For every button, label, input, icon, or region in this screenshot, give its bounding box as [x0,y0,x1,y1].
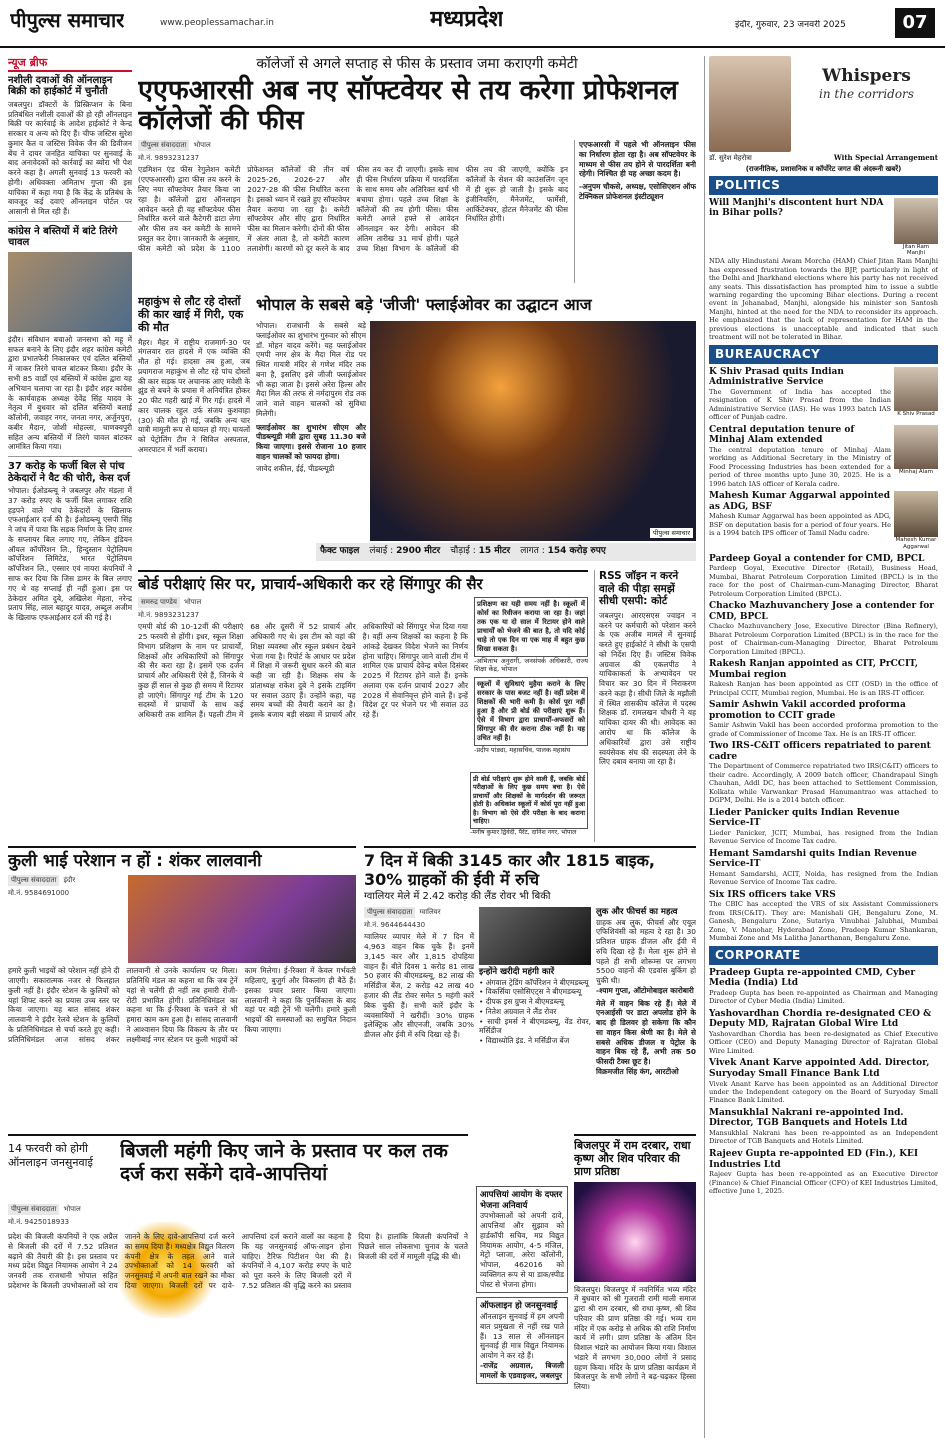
brief-text: भोपाल। ईओडब्ल्यू ने जबलपुर और मंडला में 37 करोड़ रुपए के फर्जी बिल लगाकर राशि हड़पने वाले पांच ठेकेदारों के खिलाफ एफआईआर दर्ज की है। ईओडब्ल्यू एसपी सिंह ने जांच में पाया कि सड़क निर्माण के लिए डामर के सप्लायर बिल लगाए गए, लेकिन इंडियन ऑयल कॉर्पोरेशन लि., हिन्दुस्तान पेट्रोलियम कॉर्पोरेशन लिमिटेड, भारत पेट्रोलियम कॉर्पोरेशन लि., एस्सार एवं नायरा कंपनियों ने साफ कर दिया कि जिस डामर के बिल लगाए गए थे वह सप्लाई ही नहीं हुआ। इस पर ठेकेदार अमित दुबे, अखिलेश मेहता, नरेन्द्र प्रताप सिंह, लाल बहादुर यादव, अब्दुल अजीम के खिलाफ एफआईआर दर्ज की गई है। [8,486,132,623]
coolie-story [8,846,356,1130]
list-item: • नितेश अग्रवाल ने लैंड रोवर [479,1006,557,1016]
bureaucracy-item-text: Pardeep Goyal, Executive Director (Retail), Business Head, Mumbai, Bharat Petroleum Corporation Limited (BPCL) is in the race for the post of Chairman-cum-Managing Director, Bharat Petroleum Corporation Limited (BPCL). [709,564,938,598]
corporate-item-title: Vivek Anant Karve appointed Add. Director, Suryoday Small Finance Bank Ltd [709,1058,930,1079]
list-item: • अंगवाल ट्रेडिंग कॉर्पोरेशन ने बीएमडब्ल्यू [479,977,589,987]
cars-list-title: इन्होंने खरीदी महंगी कारें [479,966,555,977]
brief-item [8,461,132,623]
board-quote-2: स्कूलों में सुविधाएं मुहैया कराने के लिए सरकार के पास बजट नहीं है। वहीं प्रदेश में शिक्षकों की भारी कमी है। कोर्स पूरा नहीं हुआ है और प्री बोर्ड की परीक्षाएं शुरू हैं। ऐसे में विभाग द्वारा प्राचार्यों-अफसरों को सिंगापुर की सैर कराना ठीक नहीं है। यह उचित नहीं है। [474,677,588,746]
section-politics: POLITICS [709,176,938,195]
flyover-photo [370,321,696,541]
masthead [0,0,945,48]
flyover-fact-box [316,543,696,561]
manjhi-photo [894,198,938,244]
bureaucracy-item-text: Samir Ashwin Vakil has been accorded proforma promotion to the grade of Commissioner of Income Tax. He is an IRS-IT officer. [709,721,938,738]
list-item: • विकर्सिया एसोसिएट्स ने बीएमडब्ल्यू [479,987,582,997]
lead-headline: एएफआरसी अब नए सॉफ्टवेयर से तय करेगा प्रोफेशनल कॉलेजों की फीस [138,74,678,136]
dateline: इंदौर, गुरुवार, 23 जनवरी 2025 [735,20,846,30]
hearing-byline: पीपुल्स संवाददाता भोपाल [8,1204,112,1215]
car-photo [479,907,591,965]
hearing-box-text: उपभोक्ताओं को अपनी दावे, आपत्तियां और सुझाव को हार्डकॉपी सचिव, मप्र विद्युत नियामक आयोग, 4-5 मंजिल, मेट्रो प्लाजा, अरेरा कॉलोनी, भोपाल, 462016 को व्यक्तिगत रूप से या डाक/स्पीड पोस्ट से भेजना होगा। [480,1211,564,1289]
bureaucracy-item-text: The Government of India has accepted the resignation of K Shiv Prasad from the Indian Administrative Service (IAS). He was 1993 batch IAS officer of Punjab cadre. [709,387,891,422]
bureaucracy-item-text: Hemant Samdarshi, ACIT, Noida, has resigned from the Indian Revenue Service of Income Tax cadre. [709,869,938,887]
hearing-box [476,1186,568,1293]
coolie-headline: कुली भाई परेशान न हों : शंकर लालवानी [8,851,262,871]
photo-caption: Jitan Ram Manjhi [902,243,930,257]
mahesh-aggarwal-photo [894,491,938,537]
flyover-photo-caption: फ्लाईओवर का शुभारंभ सीएम और पीडब्ल्यूडी मंत्री द्वारा सुबह 11.30 बजे किया जाएगा। इससे रोजाना 10 हजार वाहन चालकों को फायदा होगा। [256,422,366,461]
hearing-byline-block [8,1204,112,1230]
cars-mobile: मो.नं. 9644644430 [364,920,426,929]
lead-kicker: कॉलेजों से अगले सप्ताह से फीस के प्रस्ताव जमा कराएगी कमेटी [256,56,578,72]
hearing-box2-title: ऑफलाइन हो जनसुनवाई [480,1301,558,1312]
corporate-item-title: Rajeev Gupta re-appointed ED (Fin.), KEI Industries Ltd [709,1148,919,1170]
bureaucracy-item-title: Six IRS officers take VRS [709,889,836,900]
coolie-meeting-photo [128,875,356,963]
bureaucracy-item-text: The Department of Commerce repatriated two IRS(C&IT) officers to their cadre. Accordingly, A 2009 batch officer, Chandrapaul Singh Chauhan, Addl DC, has been attached to Settlement Commission, Kolkata while Varwankar Prasad Hanumantrao was attached to DGPM, Delhi. He is a 2014 batch officer. [709,762,938,805]
flyover-body: भोपाल। राजधानी के सबसे बड़े फ्लाईओवर का शुभारंभ गुरुवार को सीएम डॉ. मोहन यादव करेंगे। यह फ्लाईओवर एमपी नगर क्षेत्र के मैदा मिल रोड पर स्थित गायत्री मंदिर से गणेश मंदिर तक बना है, इसलिए इसे जीजी फ्लाईओवर भी कहा जाता है। इससे अरेरा हिल्स और मैदा मिल की तरफ से नर्मदापुरम रोड तक जाने वाले वाहन चालकों को सुविधा मिलेगी। [256,321,366,418]
accident-story [138,295,250,565]
author-photo [709,56,791,152]
accident-headline: महाकुंभ से लौट रहे दोस्तों की कार खाई में गिरी, एक की मौत [138,295,244,335]
rally-photo [8,252,132,332]
hearing-box2-by: -राजेंद्र अग्रवाल, बिजली मामलों के एडवाइजर, जबलपुर [480,1360,564,1380]
corporate-item-text: Yashovardhan Chordia has been re-designated as Chief Executive Officer (CEO) and Deputy Managing Director of Rajratan Global Wire Limited. [709,1029,938,1055]
bureaucracy-item-title: Central deputation tenure of Minhaj Alam extended [709,424,855,446]
corporate-item-text: Mansukhlal Nakrani has been re-appointed as an Independent Director of TGB Banquets and Hotels Limited. [709,1129,938,1146]
brief-item [8,226,132,452]
politics-item-text: NDA ally Hindustani Awam Morcha (HAM) Chief Jitan Ram Manjhi has expressed frustration towards the BJP, particularly in light of the Delhi and Jharkhand elections where his party has not received any seats. This dissatisfaction has prompted him to issue a subtle warning regarding the upcoming Bihar elections. During a recent event in Jehanabad, Manjhi, alongside his minister son Santosh Manjhi, hinted at the need for the NDA to reconsider its approach. He emphasized that the lack of representation for HAM in the previous elections is unacceptable and indicated that such treatment will not be tolerated in Bihar. [709,257,938,342]
rss-story [594,570,696,842]
lead-quote-by: -अनुपम चौकसे, अध्यक्ष, एसोसिएशन ऑफ टेक्निकल प्रोफेशनल इंस्टीट्यूशन [579,182,696,201]
hearing-headline: बिजली महंगी किए जाने के प्रस्ताव पर कल तक दर्ज करा सकेंगे दावे-आपत्तियां [120,1140,448,1185]
fact-length: लंबाई : 2900 मीटर [369,546,441,557]
temple-photo [574,1182,696,1282]
temple-story [574,1134,696,1438]
cars-note-by: विक्रमजीत सिंह कंग, आरटीओ [596,1066,679,1076]
corporate-item-title: Pradeep Gupta re-appointed CMD, Cyber Media (India) Ltd [709,967,916,989]
bureaucracy-item-title: Lieder Panicker quits Indian Revenue Service-IT [709,807,900,829]
electricity-hearing-story [8,1134,468,1438]
cars-body: ग्वालियर व्यापार मेले में 7 दिन में 4,963 वाहन बिक चुके हैं। इनमें 3,145 कार और 1,815 दोपहिया वाहन हैं। बीते दिवस 1 करोड़ 81 लाख 50 हजार की बीएमडब्ल्यू, 82 लाख की मर्सिडीज बेंज, 2 करोड़ 42 लाख 40 हजार की लैंड रोवर समेत 5 महंगी कारें बिक चुकी हैं। सभी कारें इंदौर के व्यवसायियों ने खरीदीं। 30% ग्राहक इलेक्ट्रिक और सीएनजी, जबकि 30% डीजल और ईवी में रुचि दिखा रहे हैं। [364,932,474,1040]
board-quote-3-text: प्री बोर्ड परीक्षाएं शुरू होने वाली हैं, जबकि बोर्ड परीक्षाओं के लिए कुछ समय बचा है। ऐसे प्राचार्यों और शिक्षकों के मार्गदर्शन की जरूरत होती है। अधिकांश स्कूलों में कोर्स पूरा नहीं हुआ है। विभाग को ऐसे दौरे परीक्षा के बाद कराना चाहिए। [470,772,588,829]
bureaucracy-item-title: Mahesh Kumar Aggarwal appointed as ADG, BSF [709,491,891,512]
fact-cost: लागत : 154 करोड़ रुपए [520,546,606,557]
temple-headline: बिजलपुर में राम दरबार, राधा कृष्ण और शिव परिवार की प्राण प्रतिष्ठा [574,1139,691,1179]
hearing-box2-text: ऑनलाइन सुनवाई में हम अपनी बात प्रमुखता से नहीं रख पाते हैं। 13 साल से ऑनलाइन सुनवाई ही मात्र विद्युत नियामक आयोग ने कर रहे हैं। [480,1312,564,1361]
board-headline: बोर्ड परीक्षाएं सिर पर, प्राचार्य-अधिकारी कर रहे सिंगापुर की सैर [138,575,483,593]
whispers-column [704,56,938,1438]
brief-label: न्यूज ब्रीफ [8,56,132,72]
lead-byline: पीपुल्स संवाददाता भोपाल [138,140,568,151]
board-quote-3-by: -मनीष कुमार द्विवेदी, पैरेंट, दानिश नगर, भोपाल [470,828,577,836]
board-quote-3-panel [470,772,588,840]
list-item: • विद्याध्योति इंड. ने मर्सिडीज बेंज [479,1036,570,1046]
corporate-item-text: Vivek Anant Karve has been appointed as an Additional Director under the Independent category on the Board of Suryoday Small Finance Bank Limited. [709,1079,938,1105]
brief-title: 37 करोड़ के फर्जी बिल से पांच ठेकेदारों ने वैट की चोरी, केस दर्ज [8,461,130,484]
section-corporate: CORPORATE [709,946,938,965]
hearing-mobile: मो.नं. 9425018933 [8,1217,70,1226]
cars-byline: पीपुल्स संवाददाता ग्वालियर [364,907,474,918]
bureaucracy-item-title: Rakesh Ranjan appointed as CIT, PrCCIT, Mumbai region [709,659,919,680]
bureaucracy-item-title: Two IRS-C&IT officers repatriated to parent cadre [709,741,931,762]
hearing-box-2 [476,1297,568,1384]
whispers-logo: Whispers [822,66,911,86]
board-quote-2-by: -प्रदीप पांड्या, महासचिव, पालक महासंघ [474,745,571,754]
brief-text: जबलपुर। डॉक्टरों के प्रिस्क्रिप्शन के बिना प्रतिबंधित नशीली दवाओं की हो रही ऑनलाइन बिक्री पर कार्रवाई के आदेश हाईकोर्ट ने केन्द्र सरकार व अन्य को दिए हैं। चीफ जस्टिस सुरेश कुमार कैत व जस्टिस विवेक जैन की डिवीजन बेंच ने दायर जनहित याचिका पर सुनवाई के बाद अनावेदकों को कार्रवाई का ब्योरा भी पेश करने कहा है। अगली सुनवाई 13 फरवरी को होगी। अधिवक्ता अमिताभ गुप्ता की इस याचिका में कहा गया है कि केंद्र के प्रतिबंध के बावजूद कई दवाएं ऑनलाइन पोर्टल पर आसानी से मिल रही हैं। [8,99,132,217]
list-item: • दीपक इस ग्रुप्स ने बीएमडब्ल्यू [479,997,564,1007]
cars-note: मेले में वाहन बिक रहे हैं। मेले में एनआईसी पर डाटा अपलोड होने के बाद ही डिलवर हो सकेगा कि कौन सा वाहन किस श्रेणी का है। मेले से सबसे अधिक डीजल व पेट्रोल के वाहन बिक रहे हैं, अभी तक 50 फीसदी टैक्स छूट है। [596,998,696,1067]
board-quote-1: प्रशिक्षण का यही समय नहीं है। स्कूलों में कोर्स का रिवीजन कराया जा रहा है। जहां तक एक या दो साल में रिटायर होने वाले प्राचार्यों को भेजने की बात है, तो यदि कोई चाहे तो एक दिन या एक माह में बहुत कुछ सिखा सकता है। [474,597,588,657]
cars-luck-text: ग्राहक अब लुक, फीचर्स और एयूल एफिशियंसी को महत्व दे रहा है। 30 प्रतिशत ग्राहक डीजल और ईवी में रुचि दिखा रहे हैं। मेला शुरू होने से पहले ही सभी शोरूम्स पर लगभग 5500 वाहनों की एडवांस बुकिंग हो चुकी थी। [596,917,696,986]
fact-box-title: फैक्ट फाइल [320,546,360,557]
bureaucracy-item-title: Samir Ashwin Vakil accorded proforma promotion to CCIT grade [709,700,906,721]
rss-body: जबलपुर। आरएसएस ज्वाइन न करने पर कर्मचारी को परेशान करने के एक अजीब मामले में सुनवाई करते हुए हाईकोर्ट ने सीधी के एसपी को निर्देश दिए हैं। जस्टिस विवेक अग्रवाल की एकलपीठ ने याचिकाकर्ता के अभ्यावेदन पर विचार कर 30 दिन में निराकरण करने कहा है। सीधी जिले के मझौली में स्थित शासकीय कॉलेज में पदस्थ शिक्षक डॉ. रामलखन चौधरी ने यह याचिका दायर की थी। आवेदक का आरोप था कि कॉलेज के अधिकारियों द्वारा उसे राष्ट्रीय स्वयंसेवक संघ की सदस्यता लेने के लिए दबाव बनाया जा रहा है। [599,610,696,767]
board-quote-1-by: -अभिताभ अनुरागी, जनसंपर्क अधिकारी, राज्य शिक्षा केंद्र, भोपाल [474,656,588,674]
accident-body: मैहर। मैहर में राष्ट्रीय राजमार्ग-30 पर मंगलवार रात हादसे में एक व्यक्ति की मौत हो गई। हादसा तब हुआ, जब प्रयागराज महाकुंभ से लौट रहे पांच दोस्तों की कार सड़क पर अचानक आए मवेशी के झुंड से बचने के प्रयास में अनियंत्रित होकर 20 फीट गहरी खाई में गिर गई। हादसे में कार चालक रहुल उर्फ संजय कुशवाहा (30) की मौत हो गई, जबकि अन्य चार यात्री मामूली रूप से घायल हो गए। घायलों को पेट्रोलिंग टीम ने सिविल अस्पताल, अमरपाटन में भर्ती कराया। [138,337,250,454]
lead-quote-box [574,140,696,284]
cars-list [479,978,591,1046]
coolie-body: हमारे कुली भाइयों को परेशान नहीं होने दी जाएगी। सकारात्मक नजर से फिलहाल कुली नहीं है। इंदौर स्टेशन के कुलियों को यहां शिफ्ट करने का प्रयास उच्च स्तर पर किया जाएगा। यह बात सांसद शंकर लालवानी ने इंदौर रेलवे स्टेशन के कुलियों के प्रतिनिधिमंडल से चर्चा करते हुए कही। प्रतिनिधिमंडल आज सांसद शंकर लालवानी से उनके कार्यालय पर मिला। प्रतिनिधि मंडल का कहना था कि जब ट्रेनें यहां से चलेंगी ही नहीं तब हमारी रोजी-रोटी प्रभावित होगी। प्रतिनिधिमंडल का कहना था कि ई-रिक्शा के चलने से भी हमारा काम कम हुआ है। सांसद लालवानी ने आश्वासन दिया कि विकल्प के तौर पर लक्ष्मीबाई नगर स्टेशन पर कुली भाइयों को काम मिलेगा। ई-रिक्शा में केवल गर्भवती महिलाएं, बुजुर्ग और विकलांग ही बैठें हैं। इसका प्रचार प्रसार किया जाएगा। लालवानी ने कहा कि पुनर्विकास के बाद यहां पर बड़ी ट्रेनें भी चलेंगी। हमारे कुली भाइयों की समस्याओं का समुचित निदान किया जाएगा। [8,966,356,1044]
bureaucracy-item-text: Rakesh Ranjan has been appointed as CIT (OSD) in the office of Principal CCIT, Mumbai region, Mumbai. He is an IRS-IT officer. [709,680,938,697]
brand-logo: पीपुल्स समाचार [10,8,125,32]
brief-item [8,75,132,217]
bureaucracy-item-title: Chacko Mazhuvanchery Jose a contender for CMD, BPCL [709,601,934,622]
hearing-body: प्रदेश की बिजली कंपनियों ने एक अप्रैल से बिजली की दरों में 7.52 प्रतिशत बढ़ाने की तैयारी की है। इस प्रस्ताव पर मध्य प्रदेश विद्युत नियामक आयोग ने 24 जनवरी तक राजधानी भोपाल सहित प्रदेशभर के बिजली उपभोक्ताओं को राय जानने के लिए दावे-आपत्तियां दर्ज करने का समय दिया है। मध्यक्षेत्र विद्युत वितरण कंपनी क्षेत्र के तहत आने वाले उपभोक्ताओं को 14 फरवरी को जनसुनवाई में अपनी बात रखने का मौका दिया जाएगा। बिजली दरों पर दावे-आपत्तियां दर्ज कराने वालों का कहना है कि यह जनसुनवाई ऑफ-लाइन होना चाहिए। टैरिफ पिटीशन पेश की है। कंपनियों ने 4,107 करोड़ रुपए के घाटे को पूरा करने के लिए बिजली दरों में 7.52 प्रतिशत की वृद्धि करने का प्रस्ताव दिया है। हालांकि बिजली कंपनियों ने पिछले साल लोकसभा चुनाव के चलते बिजली की दरों में मामूली वृद्धि की थी। [8,1232,468,1290]
lead-story [138,56,696,292]
section-title: मध्यप्रदेश [430,7,504,32]
whispers-author: डॉ. सुरेश मेहरोत्रा [709,154,752,162]
brief-title: कांग्रेस ने बस्तियों में बांटे तिरंगे चावल [8,225,118,249]
lead-mobile: मो.नं. 9893231237 [138,153,200,162]
coolie-mobile: मो.नं. 9584691000 [8,889,70,897]
minhaj-alam-photo [894,425,938,469]
bureaucracy-item-title: Pardeep Goyal a contender for CMD, BPCL [709,553,925,564]
cars-luck-by: -श्याम गुप्ता, ऑटोमोबाइल कारोबारी [596,985,694,995]
bureaucracy-item-text: The CBIC has accepted the VRS of six Assistant Commissioners from IRS(C&IT). They are: Manishali GH, Bengaluru Zone, M. Ganesh, Bengaluru Zone, Sutariya Vinubhai Jalubhai, Mumbai Zone, V. Manohar, Hyderabad Zone, Pradeep Kumar Shankaran, Mumbai Zone and Ms Lalitha Janarthanan, Bengaluru Zone. [709,900,938,943]
website-url: www.peoplessamachar.in [160,18,274,28]
shiv-prasad-photo [894,367,938,411]
brief-text: इंदौर। संविधान बचाओ जनसभा को महू में सफल बनाने के लिए इंदौर शहर कांग्रेस कमेटी द्वारा प्रभातफेरी निकालकर एवं दलित बस्तियों में जाकर तिरंगे चावल बांटकर किया। इंदौर के सभी 85 वार्डों एवं बस्तियों में कांग्रेस द्वारा यह अभियान चलाया जा रहा है। इंदौर शहर कांग्रेस के कार्यवाहक अध्यक्ष देवेंद्र सिंह यादव के नेतृत्व में बुधवार को दलित बस्तियों बलाई कॉलोनी, जवाहर नगर, जनता नगर, अर्जुनपुरा, कबीर मैदान, जोशी मोहल्ला, चाणक्यपुरी सहित अन्य बस्तियों में तिरंगे चावल बांटकर आमंत्रित किया गया। [8,334,132,452]
politics-item-title: Will Manjhi's discontent hurt NDA in Bihar polls? [709,197,884,219]
flyover-photo-credit: जावेद शकील, ईई, पीडब्ल्यूडी [256,463,335,473]
photo-caption: Minhaj Alam [899,468,933,475]
bureaucracy-item-text: Mahesh Kumar Aggarwal has been appointed as ADG, BSF on deputation basis for a period of four years. He is a 1994 batch IPS officer of Tamil Nadu cadre. [709,512,891,538]
corporate-item-title: Mansukhlal Nakrani re-appointed Ind. Director, TGB Banquets and Hotels Ltd [709,1107,908,1129]
bureaucracy-item-title: K Shiv Prasad quits Indian Administrative Service [709,366,844,388]
whispers-arrangement: With Special Arrangement [833,153,938,162]
section-bureaucracy: BUREAUCRACY [709,345,938,364]
bureaucracy-item-text: Chacko Mazhuvanchery Jose, Executive Director (Bina Refinery), Bharat Petroleum Corporation Limited (BPCL) is in the race for the post of Chairman-cum-Managing Director, Bharat Petroleum Corporation Limited (BPCL). [709,622,938,656]
brief-title: नशीली दवाओं की ऑनलाइन बिक्री को हाईकोर्ट में चुनौती [8,74,113,98]
flyover-story [256,295,696,565]
board-mobile: मो.नं. 9893231237 [138,610,200,619]
hearing-sidebar [476,1186,568,1436]
fact-width: चौड़ाई : 15 मीटर [450,546,511,557]
whispers-logo-sub: in the corridors [819,87,914,102]
cars-headline: 7 दिन में बिकी 3145 कार और 1815 बाइक, 30% ग्राहकों की ईवी में रुचि [364,851,655,890]
flyover-headline: भोपाल के सबसे बड़े 'जीजी' फ्लाईओवर का उद्घाटन आज [256,295,592,314]
photo-tag: पीपुल्स समाचार [650,528,693,538]
hearing-kicker: 14 फरवरी को होगी ऑनलाइन जनसुनवाई [8,1142,93,1169]
rss-headline: RSS जॉइन न करने वाले की पीड़ा समझें सीधी एसपी: कोर्ट [599,570,679,608]
corporate-item-title: Yashovardhan Chordia re-designated CEO & Deputy MD, Rajratan Global Wire Ltd [709,1008,932,1030]
board-body: एमपी बोर्ड की 10-12वीं की परीक्षाएं 25 फरवरी से होंगी। इधर, स्कूल शिक्षा विभाग प्रशिक्षण के नाम पर प्राचार्यों, शिक्षकों और अधिकारियों को सिंगापुर की सैर करा रहा है। इसमें एक दर्जन प्राचार्य और अधिकारी ऐसे हैं, जिनके ये कुछ हीं साल से कुछ ही समय में रिटायर हो जाएंगे। सिंगापुर गई टीम के 120 सदस्यों में प्राचार्यों के साथ कई अधिकारी तक शामिल हैं। पहली टीम में 68 और दूसरी में 52 प्राचार्य और अधिकारी गए थे। इस टीम को वहां की शिक्षा व्यवस्था और स्कूल प्रबंधन देखने भेजा गया है। रिपोर्ट के आधार पर प्रदेश में शिक्षा में जरूरी सुधार करने की बात कही जा रही है। शिक्षक संघ के प्रांताध्यक्ष राकेश दुबे ने इसके टाइमिंग पर सवाल उठाए हैं। उन्होंने कहा, यह समय बच्चों की तैयारी कराने का है। इसके बजाय बड़ी संख्या में प्राचार्य और अधिकारियों को सिंगापुर भेज दिया गया है। वहीं अन्य शिक्षकों का कहना है कि आंकड़े देखकर विदेश भेजने का निर्णय होना चाहिए। सिंगापुर जाने वाली टीम में शामिल एक प्राचार्य देवेन्द्र बघेल दिसंबर 2025 में रिटायर होने वाले हैं। इनके अलावा एक दर्जन प्राचार्य 2027 और 2028 में सेवानिवृत्त होने वाले हैं। इन्हें विदेश टूर पर भेजने पर भी सवाल उठ रहे हैं। [138,622,468,720]
page-number: 07 [895,8,935,38]
lead-quote: एएफआरसी में पहले भी ऑनलाइन फीस का निर्धारण होता रहा है। अब सॉफ्टवेयर के माध्यम से फीस तय होने से पारदर्शिता बनी रहेगी। निश्चित ही यह अच्छा कदम है। [579,139,696,179]
whispers-tagline: (राजनीतिक, प्रशासनिक व कॉर्पोरेट जगत की अंदरूनी खबरें) [745,164,902,173]
flyover-text-block [256,321,366,551]
coolie-byline: पीपुल्स संवाददाता इंदौर [8,875,122,886]
car-sales-story [364,846,696,1130]
bureaucracy-item-text: Lieder Panicker, JCIT, Mumbai, has resigned from the Indian Revenue Service of Income Tax cadre. [709,828,938,846]
bureaucracy-item-title: Hemant Samdarshi quits Indian Revenue Service-IT [709,848,917,870]
bureaucracy-item-text: The central deputation tenure of Minhaj Alam working as Additional Secretary in the Ministry of Food Processing Industries has been extended for a period of three months upto June 30, 2025. He is a 1996 batch IAS officer of Kerala cadre. [709,445,891,488]
lead-body: एडमिशन एंड फीस रेगुलेशन कमेटी (एएफआरसी) द्वारा फीस तय करने के लिए नया सॉफ्टवेयर तैयार किया जा रहा है। कॉलेजों द्वारा ऑनलाइन आवेदन करते ही यह सॉफ्टवेयर फीस निर्धारित करने वाले कैटेगरी डाटा लेगा और फीस तय कर कमेटी के सामने प्रस्तुत कर देगा। जानकारी के अनुसार, फीस कमेटी को प्रदेश के 1100 प्रोफेशनल कॉलेजों की तीन वर्ष 2025-26, 2026-27 और 2027-28 की फीस निर्धारित करना है। इसको ध्यान में रखते हुए सॉफ्टवेयर तैयार कराया जा रहा है। कमेटी सॉफ्टवेयर और सीए द्वारा निर्धारित फीस का मिलान करेगी। दोनों की फीस में अंतर आता है, तो कमेटी कारण तलाशेगी। कारणों को दूर करने के बाद फीस तय कर दी जाएगी। इसके साथ ही फीस निर्धारण प्रक्रिया में पारदर्शिता के साथ समय और अतिरिक्त खर्च भी बचाया होगा। पहले उच्च शिक्षा के कॉलेजों की तय होगी फीस। फीस कमेटी अगले हफ्ते से आवेदन ऑनलाइन कर देगी। आवेदन की अंतिम तारीख 31 मार्च होगी। पहले उच्च शिक्षा विभाग के कॉलेजों की फीस तय की जाएगी, क्योंकि इन कॉलेजों के सेशन की काउंसलिंग जून में ही शुरू हो जाती है। इसके बाद इंजीनियरिंग, मैनेजमेंट, फार्मेसी, आर्किटेक्चर, होटल मैनेजमेंट की फीस निर्धारित होगी। [138,165,568,253]
cars-subhead: ग्वालियर मेले में 2.42 करोड़ की लैंड रोवर भी बिकी [364,891,551,903]
list-item: • साची इमर्स ने बीएमडब्ल्यू, वेंड रोवर, मर्सिडीज [479,1016,591,1036]
temple-body: बिजलपुर। बिजलपुर में नवनिर्मित भव्य मंदिर में बुधवार को श्री गुजराती रामी माली समाज द्वारा श्री राम दरबार, श्री राधा कृष्ण, श्री शिव परिवार की प्राण प्रतिष्ठा की गई। भव्य राम मंदिर में एक करोड़ से अधिक की राशि निर्माण कार्य में लगी। प्राण प्रतिष्ठा के अंतिम दिन विशाल भंडारे का आयोजन किया गया। विशाल भंडारे में लगभग 30,000 लोगों ने प्रसाद ग्रहण किया। मंदिर के प्राण प्रतिष्ठा कार्यक्रम में बिजलपुर के सभी लोगों ने बढ़-चढ़कर हिस्सा लिया। [574,1284,696,1392]
photo-caption: Mahesh Kumar Aggarwal [895,537,937,550]
cars-luck-title: लुक और फीचर्स का महत्व [596,906,678,917]
photo-caption: K Shiv Prasad [897,410,935,417]
corporate-item-text: Rajeev Gupta has been re-appointed as an Executive Director (Finance) & Chief Financial Officer (CFO) of KEI Industries Limited, effective June 1, 2025. [709,1170,938,1195]
board-byline: समरुद्र पाण्डेय भोपाल [138,597,468,608]
hearing-box-title: आपत्तियां आयोग के दफ्तर भेजना अनिवार्य [480,1190,563,1211]
corporate-item-text: Pradeep Gupta has been re-appointed as Chairman and Managing Director of Cyber Media (India) Limited. [709,988,938,1006]
